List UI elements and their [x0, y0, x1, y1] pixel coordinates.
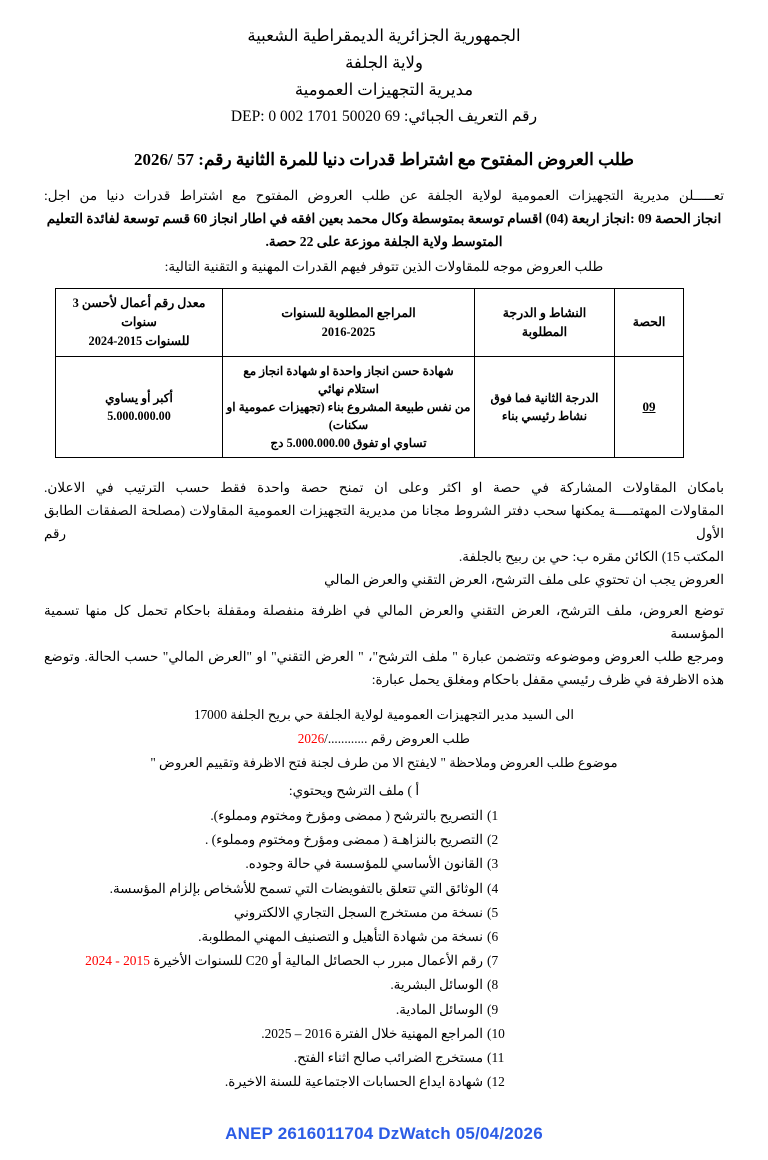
table-cell-references-line3: تساوي او تفوق 5.000.000.00 دج: [270, 436, 427, 450]
list-item-number: 11): [487, 1050, 505, 1066]
table-header-turnover-line2: للسنوات 2015-2024: [88, 334, 190, 348]
table-header-row: [56, 289, 684, 357]
table-header-references-line2: 2016-2025: [321, 324, 376, 339]
list-item: [93, 804, 513, 828]
paragraph-envelope-rules-line3: هذه الاظرفة في ظرف رئيسي مقفل باحكام ومغلق يحمل عبارة:: [371, 672, 724, 687]
intro-announcement-line: تعـــــلن مديرية التجهيزات العمومية لولاية الجلفة عن طلب العروض المفتوح مع اشتراط قدرات دنيا من اجل:: [44, 188, 724, 203]
list-item-label: شهادة ايداع الحسابات الاجتماعية للسنة الاخيرة.: [224, 1074, 483, 1090]
list-item-label: نسخة من شهادة التأهيل و التصنيف المهني المطلوبة.: [198, 929, 483, 945]
list-item-label: القانون الأساسي للمؤسسة في حالة وجوده.: [245, 856, 483, 872]
address-tender-number-prefix: طلب العروض رقم ............/: [324, 731, 471, 746]
list-item: [93, 998, 513, 1022]
table-cell-references-line1: شهادة حسن انجاز واحدة او شهادة انجاز مع استلام نهائي: [243, 364, 454, 396]
table-header-turnover-line1: معدل رقم أعمال لأحسن 3 سنوات: [72, 296, 206, 329]
table-header-activity: [475, 289, 615, 357]
address-recipient-line: الى السيد مدير التجهيزات العمومية لولاية الجلفة حي بريح الجلفة 17000: [193, 707, 575, 722]
table-header-turnover: [56, 289, 223, 357]
table-cell-turnover: [56, 357, 223, 458]
envelope-address-block: [0, 703, 768, 775]
list-item-label: نسخة من مستخرج السجل التجاري الالكتروني: [233, 904, 483, 920]
table-cell-references: [223, 357, 475, 458]
table-cell-activity-line1: الدرجة الثانية فما فوق: [490, 391, 599, 405]
list-item: [93, 1022, 513, 1046]
list-item-label: الوثائق التي تتعلق بالتفويضات التي تسمح للأشخاص بإلزام المؤسسة.: [109, 880, 483, 896]
page-title: طلب العروض المفتوح مع اشتراط قدرات دنيا للمرة الثانية رقم: 57 /2026: [134, 150, 634, 169]
paragraph-offer-contents: العروض يجب ان تحتوي على ملف الترشح، العرض التقني والعرض المالي: [324, 572, 724, 587]
list-item-number: 6): [487, 929, 499, 945]
intro-capacity-note: طلب العروض موجه للمقاولات الذين تتوفر فيهم القدرات المهنية و التقنية التالية:: [164, 259, 604, 274]
intro-lot-description-line2: المتوسط ولاية الجلفة موزعة على 22 حصة.: [265, 234, 503, 249]
list-item: [93, 877, 513, 901]
list-item-number: 4): [487, 880, 499, 896]
list-item: [85, 949, 513, 973]
intro-lot-description-line1: انجاز الحصة 09 :انجاز اربعة (04) اقسام توسعة بمتوسطة وكال محمد بعين افقه في اطار انجاز 60 قسم توسعة لفائدة التعليم: [46, 211, 722, 226]
table-row: [56, 357, 684, 458]
paragraph-envelope-rules-line2: ومرجع طلب العروض وموضوعه وتتضمن عبارة " ملف الترشح"، " العرض التقني" او "العرض المالي" حسب الحالة. وتوضع: [44, 649, 724, 664]
list-item-number: 7): [487, 953, 499, 969]
list-item: [93, 1046, 513, 1070]
list-item: [93, 973, 513, 997]
required-documents-list: [85, 804, 513, 1094]
list-item-label: التصريح بالترشح ( ممضى ومؤرخ ومختوم ومملوء).: [210, 808, 483, 823]
document-header: [0, 22, 768, 130]
header-wilaya-line: ولاية الجلفة: [345, 53, 423, 72]
table-header-references: [223, 289, 475, 357]
paragraph-tender-documents-line2: المكتب 15) الكائن مقره ب: حي بن ربيح بالجلفة.: [458, 549, 724, 564]
list-item: [93, 828, 513, 852]
lot-number-value: 09: [642, 399, 656, 414]
list-item-number: 1): [487, 808, 499, 823]
list-item-label: رقم الأعمال مبرر ب الحصائل المالية أو C20 للسنوات الأخيرة: [149, 953, 483, 969]
table-header-activity-line2: المطلوبة: [521, 324, 568, 339]
table-cell-activity: [475, 357, 615, 458]
header-fiscal-id: رقم التعريف الجبائي: 69 50020 1701 002 0 :DEP: [230, 108, 538, 125]
list-item-number: 9): [487, 1001, 499, 1017]
list-item-label: التصريح بالنزاهـة ( ممضى ومؤرخ ومختوم ومملوء) .: [204, 832, 483, 848]
anep-footer: ANEP 2616011704 DzWatch 05/04/2026: [225, 1124, 543, 1143]
header-directorate-line: مديرية التجهيزات العمومية: [294, 80, 474, 99]
list-item-number: 5): [487, 904, 499, 920]
requirements-table-wrapper: [72, 288, 684, 458]
list-item: [93, 901, 513, 925]
table-cell-activity-line2: نشاط رئيسي بناء: [501, 409, 588, 423]
table-cell-turnover-line2: 5.000.000.00: [107, 409, 171, 423]
intro-section: [44, 185, 724, 277]
address-opening-note-line: موضوع طلب العروض وملاحظة " لايفتح الا من طرف لجنة فتح الاظرفة وتقييم العروض ": [150, 755, 618, 770]
spacer: [0, 691, 768, 703]
table-cell-references-line2: من نفس طبيعة المشروع بناء (تجهيزات عمومية او سكنات): [226, 400, 471, 432]
table-header-activity-line1: النشاط و الدرجة: [502, 305, 587, 320]
address-tender-number-line: [0, 727, 768, 751]
table-cell-lot: [615, 357, 684, 458]
list-item-number: 2): [487, 832, 499, 848]
requirements-table: [55, 288, 684, 458]
list-item: [93, 925, 513, 949]
table-cell-turnover-line1: أكبر أو يساوي: [105, 391, 173, 405]
spacer: [44, 591, 724, 599]
spacer: [44, 468, 724, 476]
list-item-label: مستخرج الضرائب صالح اثناء الفتح.: [293, 1050, 483, 1066]
table-header-references-line1: المراجع المطلوبة للسنوات: [281, 305, 416, 320]
body-section: [44, 468, 724, 691]
header-country-line: الجمهورية الجزائرية الديمقراطية الشعبية: [247, 26, 521, 45]
list-item-number: 12): [487, 1074, 505, 1090]
paragraph-tender-documents-line1: المقاولات المهتمــــة يمكنها سحب دفتر الشروط مجانا من مديرية التجهيزات العمومية المقاولات (مصلحة الصفقات الطابق الأول رقم: [44, 503, 724, 541]
table-header-lot: الحصة: [615, 289, 684, 357]
section-a-heading: أ ) ملف الترشح ويحتوي:: [288, 783, 420, 798]
list-item: [93, 852, 513, 876]
list-item-highlight: 2015 - 2024: [85, 953, 150, 969]
list-item-number: 3): [487, 856, 499, 872]
list-item-number: 10): [487, 1025, 505, 1041]
list-item-label: الوسائل البشرية.: [390, 977, 483, 993]
paragraph-envelope-rules-line1: توضع العروض، ملف الترشح، العرض التقني والعرض المالي في اظرفة منفصلة ومقفلة باحكام تحمل كل منها تسمية المؤسسة: [44, 603, 724, 641]
list-item-label: الوسائل المادية.: [395, 1001, 483, 1017]
list-item-number: 8): [487, 977, 499, 993]
list-item: [93, 1070, 513, 1094]
list-item-label: المراجع المهنية خلال الفترة 2016 – 2025.: [261, 1025, 483, 1041]
document-page: [0, 22, 768, 1160]
paragraph-participation-rules: بامكان المقاولات المشاركة في حصة او اكثر وعلى ان تمنح حصة واحدة فقط حسب الترتيب في الاعلان.: [44, 480, 724, 495]
address-tender-year: 2026: [297, 731, 325, 746]
